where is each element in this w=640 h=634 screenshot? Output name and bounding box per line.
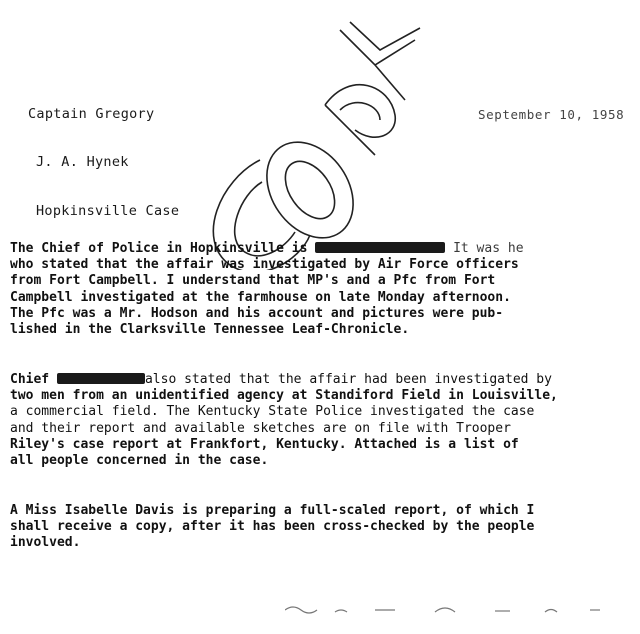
text-run: Chief <box>10 372 50 387</box>
paragraph-3 <box>10 503 580 552</box>
text-run: It was he <box>453 241 524 256</box>
copy-stamp <box>190 10 430 270</box>
redaction-mark <box>315 242 445 253</box>
paragraph-line: a commercial field. The Kentucky State Police investigated the case <box>10 404 535 420</box>
stamp-letter-o <box>249 126 371 255</box>
memo-from: J. A. Hynek <box>36 154 129 170</box>
paragraph-line <box>10 372 580 388</box>
paragraph-line <box>10 241 580 257</box>
paragraph-line: Campbell investigated at the farmhouse on late Monday afternoon. <box>10 289 511 305</box>
paragraph-line: all people concerned in the case. <box>10 453 269 469</box>
stamp-letter-y <box>340 30 415 100</box>
paragraph-line: involved. <box>10 535 81 551</box>
paragraph-line: shall receive a copy, after it has been cross-checked by the people <box>10 519 535 535</box>
text-run: also stated that the affair had been investigated by <box>144 372 552 387</box>
signature-scrawl <box>285 600 615 620</box>
paragraph-1 <box>10 241 580 338</box>
paragraph-line: The Pfc was a Mr. Hodson and his account and pictures were pub- <box>10 305 504 321</box>
paragraph-line: two men from an unidentified agency at Standiford Field in Louisville, <box>10 388 558 404</box>
paragraph-line: lished in the Clarksville Tennessee Leaf-Chronicle. <box>10 322 410 338</box>
stamp-letter-p <box>325 85 395 155</box>
memo-subject: Hopkinsville Case <box>36 203 180 219</box>
paragraph-line: from Fort Campbell. I understand that MP's and a Pfc from Fort <box>10 273 496 289</box>
paragraph-line: and their report and available sketches are on file with Trooper <box>10 420 511 436</box>
paragraph-line: who stated that the affair was investigated by Air Force officers <box>10 257 519 273</box>
memo-date: September 10, 1958 <box>478 107 625 122</box>
memo-to: Captain Gregory <box>28 106 155 122</box>
redaction-mark <box>57 373 145 384</box>
paragraph-2 <box>10 372 580 469</box>
text-run: The Chief of Police in Hopkinsville is <box>10 241 308 256</box>
paragraph-line: A Miss Isabelle Davis is preparing a full-scaled report, of which I <box>10 503 535 518</box>
paragraph-line: Riley's case report at Frankfort, Kentucky. Attached is a list of <box>10 436 519 452</box>
